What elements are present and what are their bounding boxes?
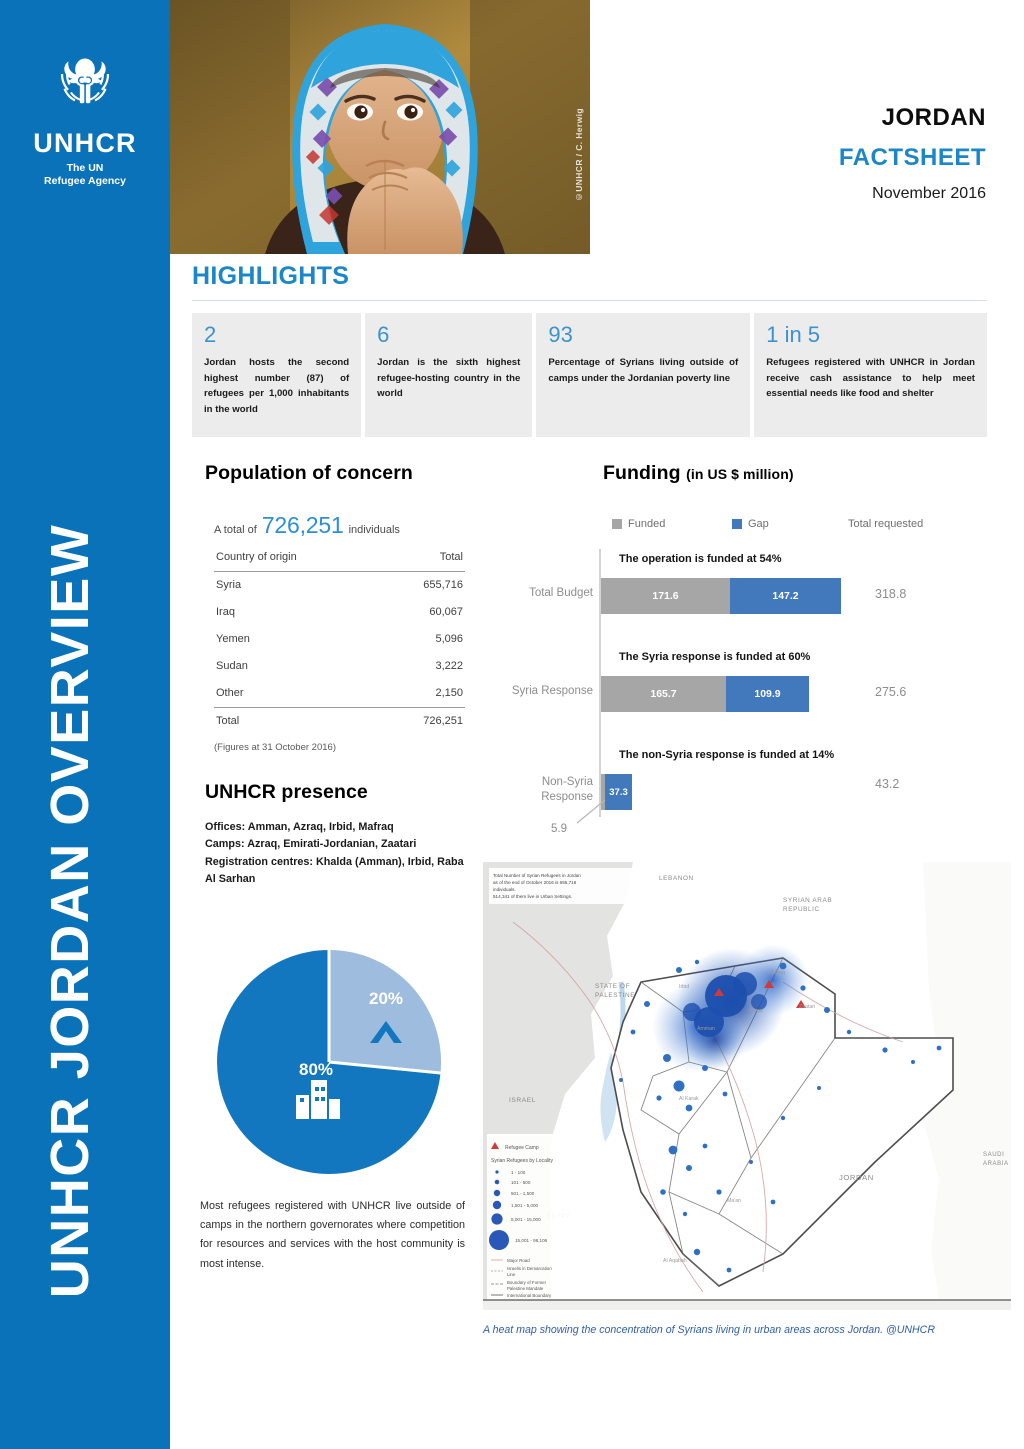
bar-category-label: Syria Response	[511, 685, 593, 697]
unhcr-logo	[0, 48, 170, 188]
document-title-block	[839, 104, 986, 203]
map-label-zaatari: Zaatari	[799, 1004, 816, 1010]
cell-origin: Syria	[216, 579, 242, 591]
highlights-row	[192, 313, 987, 437]
legend-item-gap	[732, 518, 769, 530]
highlight-card	[754, 313, 987, 437]
presence-offices: Offices: Amman, Azraq, Irbid, Mafraq	[205, 821, 394, 833]
bar-total-requested: 318.8	[875, 587, 907, 601]
cell-origin: Other	[216, 687, 244, 699]
map-label-saudi-2: ARABIA	[983, 1161, 1009, 1167]
highlight-card	[536, 313, 750, 437]
map-label-saudi: SAUDI	[983, 1152, 1005, 1158]
bar-annotation: The non-Syria response is funded at 14%	[619, 749, 835, 761]
map-label-jordan: JORDAN	[839, 1173, 874, 1182]
population-total-suffix: individuals	[348, 524, 400, 536]
highlights-divider	[192, 300, 987, 301]
svg-text:501 - 1,500: 501 - 1,500	[511, 1191, 535, 1196]
highlight-card	[192, 313, 361, 437]
map-label-irbid: Irbid	[679, 984, 690, 990]
camps-pie-chart	[214, 947, 444, 1177]
legend-swatch-funded	[612, 519, 622, 529]
legend-label-gap: Gap	[748, 518, 769, 530]
map-label-aqabah: Al Aqabah	[663, 1258, 687, 1264]
bar-annotation: The Syria response is funded at 60%	[619, 651, 811, 663]
hero-photo	[170, 0, 590, 254]
table-row	[214, 599, 465, 626]
map-label-amman: Amman	[697, 1026, 715, 1032]
highlights-heading: HIGHLIGHTS	[192, 262, 350, 290]
highlight-text: Refugees registered with UNHCR in Jordan receive cash assistance to help meet essential needs like food and shelter	[766, 357, 975, 400]
table-row	[214, 571, 465, 599]
legend-swatch-gap	[732, 519, 742, 529]
bar-leader-line	[573, 799, 607, 825]
pie-chart-svg	[214, 947, 444, 1177]
bar-value-gap: 109.9	[754, 688, 781, 700]
svg-text:Israelis in Demarcation: Israelis in Demarcation	[507, 1266, 552, 1271]
svg-text:1 - 100: 1 - 100	[511, 1170, 526, 1175]
map-label-mafraq: Mafraq	[769, 970, 786, 976]
logo-tagline-line2: Refugee Agency	[44, 175, 126, 188]
map-label-zarqa: Zarqa	[749, 1008, 763, 1014]
country-title: JORDAN	[881, 104, 986, 131]
cell-origin: Yemen	[216, 633, 250, 645]
svg-text:1,501 - 5,000: 1,501 - 5,000	[511, 1203, 539, 1208]
table-row	[214, 653, 465, 680]
cell-total: 3,222	[435, 660, 463, 672]
column-header-total: Total	[439, 550, 463, 563]
map-label-karak: Al Karak	[679, 1096, 699, 1102]
cell-total: 655,716	[423, 579, 463, 591]
svg-text:Total Number of Syrian Refugee: Total Number of Syrian Refugees in Jordan	[493, 873, 581, 878]
stacked-bar	[601, 676, 809, 712]
column-header-origin: Country of origin	[216, 550, 297, 563]
bar-segment-funded	[601, 676, 726, 712]
photo-credit: ©UNHCR / C. Herwig	[574, 108, 584, 203]
sidebar-vertical-title: UNHCR JORDAN OVERVIEW	[40, 523, 100, 1299]
bar-category-label-text: Non-Syria Response	[541, 776, 593, 803]
cell-total-value: 726,251	[423, 715, 463, 727]
highlight-card	[365, 313, 532, 437]
svg-text:15,001 - 98,106: 15,001 - 98,106	[515, 1238, 548, 1243]
population-table	[214, 543, 465, 735]
bar-value-gap: 147.2	[772, 590, 799, 602]
legend-label-total-requested: Total requested	[848, 518, 924, 530]
presence-registration-centres: Registration centres: Khalda (Amman), Irbid, Raba Al Sarhan	[205, 855, 464, 886]
cell-total: 60,067	[429, 606, 463, 618]
svg-text:Syrian Refugees by Locality: Syrian Refugees by Locality	[491, 1158, 553, 1164]
cell-origin: Iraq	[216, 606, 235, 618]
population-heading: Population of concern	[205, 462, 413, 484]
presence-camps: Camps: Azraq, Emirati-Jordanian, Zaatari	[205, 838, 417, 851]
funding-heading-unit: (in US $ million)	[686, 466, 794, 482]
bar-segment-gap	[730, 578, 841, 614]
legend-item-funded	[612, 518, 665, 530]
population-total-prefix: A total of	[214, 524, 257, 536]
table-header-row	[214, 543, 465, 571]
unhcr-emblem-icon	[42, 48, 128, 124]
map-legend	[487, 1134, 595, 1300]
map-label-maan: Ma'an	[727, 1198, 741, 1204]
map-label-lebanon: LEBANON	[659, 875, 694, 882]
map-svg	[483, 862, 1011, 1310]
svg-text:individuals.: individuals.	[493, 887, 516, 892]
cell-total: 2,150	[435, 687, 463, 699]
funding-legend	[612, 518, 987, 532]
svg-text:Refugee Camp: Refugee Camp	[505, 1145, 539, 1151]
legend-total-requested-header	[848, 518, 923, 530]
bar-value-funded: 171.6	[652, 590, 679, 602]
map-caption: A heat map showing the concentration of Syrians living in urban areas across Jordan. @UNHCR	[483, 1324, 935, 1336]
logo-tagline-line1: The UN	[66, 162, 104, 174]
map-label-palestine-2: PALESTINE	[595, 992, 636, 999]
funding-heading-main: Funding	[603, 462, 681, 484]
map-label-syria: SYRIAN ARAB	[783, 897, 833, 904]
table-row	[214, 680, 465, 708]
pie-label-in-camps: 20%	[368, 989, 404, 1008]
highlight-text: Jordan is the sixth highest refugee-hosting country in the world	[377, 357, 521, 400]
doc-type-title: FACTSHEET	[838, 144, 986, 171]
bar-annotation: The operation is funded at 54%	[619, 553, 782, 565]
logo-wordmark: UNHCR	[33, 128, 137, 158]
bar-total-requested: 43.2	[875, 777, 900, 791]
pie-chart-caption: Most refugees registered with UNHCR live outside of camps in the northern governorates where competition for resources and services with the host community is most intense.	[200, 1200, 465, 1270]
map-label-palestine: STATE OF	[595, 983, 631, 990]
svg-text:514,341 of them live in Urban: 514,341 of them live in Urban Settings.	[493, 894, 573, 899]
jordan-heat-map[interactable]	[483, 862, 1011, 1310]
population-table-body	[214, 571, 465, 735]
bar-value-funded: 165.7	[650, 688, 677, 700]
left-sidebar	[0, 0, 170, 1449]
svg-text:as of the end of October 2016: as of the end of October 2016 is 655,716	[493, 880, 577, 885]
svg-text:5,001 - 15,000: 5,001 - 15,000	[511, 1217, 541, 1222]
map-info-box	[489, 868, 651, 904]
logo-tagline	[44, 162, 126, 188]
cell-origin: Sudan	[216, 660, 248, 672]
svg-text:Line: Line	[507, 1272, 516, 1277]
bar-total-requested: 275.6	[875, 685, 907, 699]
bar-value-gap: 37.3	[609, 786, 628, 798]
highlight-number: 93	[548, 322, 573, 347]
svg-text:101 - 500: 101 - 500	[511, 1180, 531, 1185]
presence-details	[205, 819, 467, 889]
cell-total: 5,096	[435, 633, 463, 645]
bar-segment-gap	[726, 676, 809, 712]
pie-label-outside-camps: 80%	[298, 1060, 334, 1079]
funding-bar-chart	[495, 545, 995, 835]
bar-category-label: Total Budget	[529, 587, 593, 599]
pie-slice-in-camps	[329, 950, 441, 1073]
svg-text:Boundary of Former: Boundary of Former	[507, 1280, 547, 1285]
bar-value-funded-callout: 5.9	[551, 823, 567, 835]
table-total-row	[214, 707, 465, 735]
cell-total-label: Total	[216, 715, 240, 727]
population-table-head	[214, 543, 465, 571]
svg-text:Major Road: Major Road	[507, 1258, 530, 1263]
highlight-number: 2	[204, 322, 217, 347]
bar-segment-funded	[601, 578, 730, 614]
bar-segment-gap	[605, 774, 632, 810]
population-total-value: 726,251	[261, 512, 344, 538]
map-label-syria-2: REPUBLIC	[783, 906, 820, 913]
hero-photo-illustration	[170, 0, 590, 254]
map-label-israel: ISRAEL	[509, 1097, 537, 1104]
presence-heading: UNHCR presence	[205, 781, 368, 803]
highlight-text: Jordan hosts the second highest number (87) of refugees per 1,000 inhabitants in the world	[204, 357, 350, 415]
population-figures-note: (Figures at 31 October 2016)	[214, 742, 336, 753]
doc-date: November 2016	[872, 185, 986, 202]
highlight-number: 1 in 5	[766, 322, 821, 347]
svg-text:Palestine Mandate: Palestine Mandate	[507, 1286, 544, 1291]
legend-label-funded: Funded	[628, 518, 666, 530]
stacked-bar	[601, 578, 841, 614]
table-row	[214, 626, 465, 653]
highlight-number: 6	[377, 322, 390, 347]
highlight-text: Percentage of Syrians living outside of camps under the Jordanian poverty line	[548, 357, 739, 384]
svg-text:International Boundary: International Boundary	[507, 1293, 552, 1298]
funding-heading	[603, 462, 794, 485]
population-total-line	[214, 512, 400, 539]
